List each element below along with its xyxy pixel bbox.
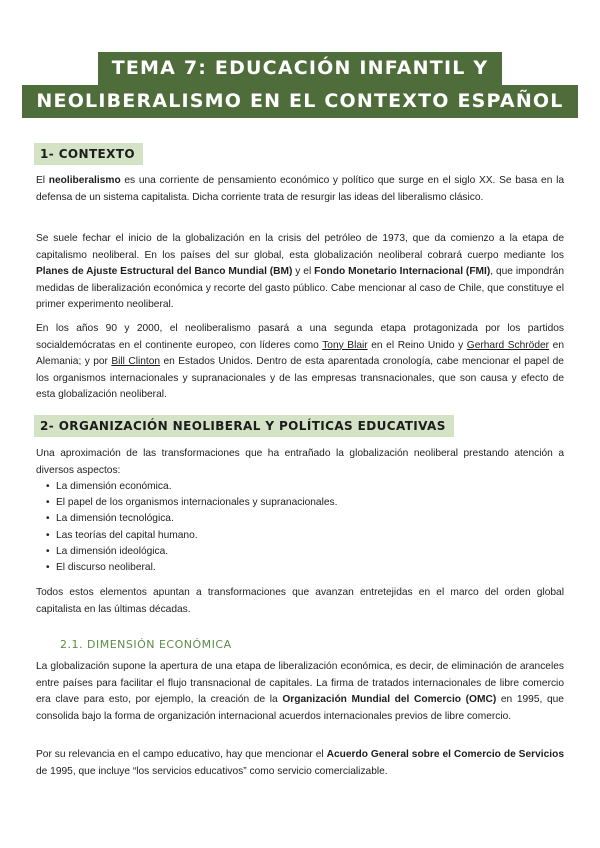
section-1-heading: 1- CONTEXTO [34,143,143,165]
bold-term: Acuerdo General sobre el Comercio de Servicios [326,749,564,760]
bold-term: Fondo Monetario Internacional (FMI) [314,266,491,278]
bold-term: Organización Mundial del Comercio (OMC) [282,694,497,706]
text-run: en Estados Unidos. Dentro de esta aparentada cronología, cabe mencionar el papel de los organismos internacionales y supranacionales y de las empresas transnacionales, que son causa y efecto de esta globalización neoliberal. [36,356,564,401]
bold-term: neoliberalismo [48,175,121,186]
paragraph-elementos: Todos estos elementos apuntan a transformaciones que avanzan entretejidas en el marco del orden global capitalista en las últimas décadas. [36,587,564,615]
paragraph-globalizacion [36,231,564,314]
link-gerhard-schroder[interactable]: Gerhard Schröder [466,339,550,351]
paragraph-aproximacion: Una aproximación de las transformaciones que ha entrañado la globalización neoliberal prestando atención a diversos aspectos: [36,448,564,476]
text-run: La globalización supone la apertura de una etapa de liberalización económica, es decir, de eliminación de aranceles entre países para facilitar el flujo transnacional de capitales. La firma de tratados internacionales de libre comercio era clave para esto, por ejemplo, la creación de la [36,661,564,706]
list-item: • La dimensión económica. [46,479,337,495]
document-title [0,52,600,118]
text-run: Se suele fechar el inicio de la globalización en la crisis del petróleo de 1973, que da comienzo a la etapa de capitalismo neoliberal. En los países del sur global, esta globalización neoliberal cobrará cuerpo mediante los [36,233,564,261]
text-run: y el [292,266,315,278]
aspects-list [46,479,337,576]
bold-term: Planes de Ajuste Estructural del Banco Mundial (BM) [36,266,293,278]
text-run: en Alemania; y por [36,339,564,368]
paragraph-socialdemocratas [36,321,564,404]
list-item: • El papel de los organismos internacionales y supranacionales. [46,495,337,511]
text-run: , que impondrán medidas de liberalización económica y recorte del gasto público. Cabe mencionar al caso de Chile, que constituye el primer experimento neoliberal. [36,266,564,311]
list-item: • Las teorías del capital humano. [46,528,337,544]
link-tony-blair[interactable]: Tony Blair [322,339,368,351]
title-line-1: TEMA 7: EDUCACIÓN INFANTIL Y [98,52,503,85]
paragraph-liberalizacion [36,659,564,725]
text-run: En los años 90 y 2000, el neoliberalismo pasará a una segunda etapa protagonizada por los partidos socialdemócratas en el continente europeo, con líderes como [36,323,564,351]
section-2-heading: 2- ORGANIZACIÓN NEOLIBERAL Y POLÍTICAS EDUCATIVAS [34,415,454,437]
text-run: Por su relevancia en el campo educativo, hay que mencionar el [36,749,327,760]
paragraph-acuerdo-general [36,747,564,780]
title-line-2: NEOLIBERALISMO EN EL CONTEXTO ESPAÑOL [22,85,577,118]
text-run: en el Reino Unido y [367,339,467,351]
text-run: en 1995, que consolida bajo la forma de organización internacional acuerdos internacionales previos de libre comercio. [36,694,564,722]
list-item: • La dimensión tecnológica. [46,511,337,527]
text-run: de 1995, que incluye “los servicios educativos” como servicio comercializable. [36,765,388,777]
text-run: es una corriente de pensamiento económico y político que surge en el siglo XX. Se basa en la defensa de un sistema capitalista. Dicha corriente trata de resurgir las ideas del liberalismo clásico. [36,175,564,203]
text-run: El [36,175,49,186]
subsection-2-1-heading: 2.1. DIMENSIÓN ECONÓMICA [60,638,232,651]
link-bill-clinton[interactable]: Bill Clinton [111,356,161,368]
list-item: • La dimensión ideológica. [46,544,337,560]
paragraph-neoliberalismo [36,173,564,206]
list-item: • El discurso neoliberal. [46,560,337,576]
